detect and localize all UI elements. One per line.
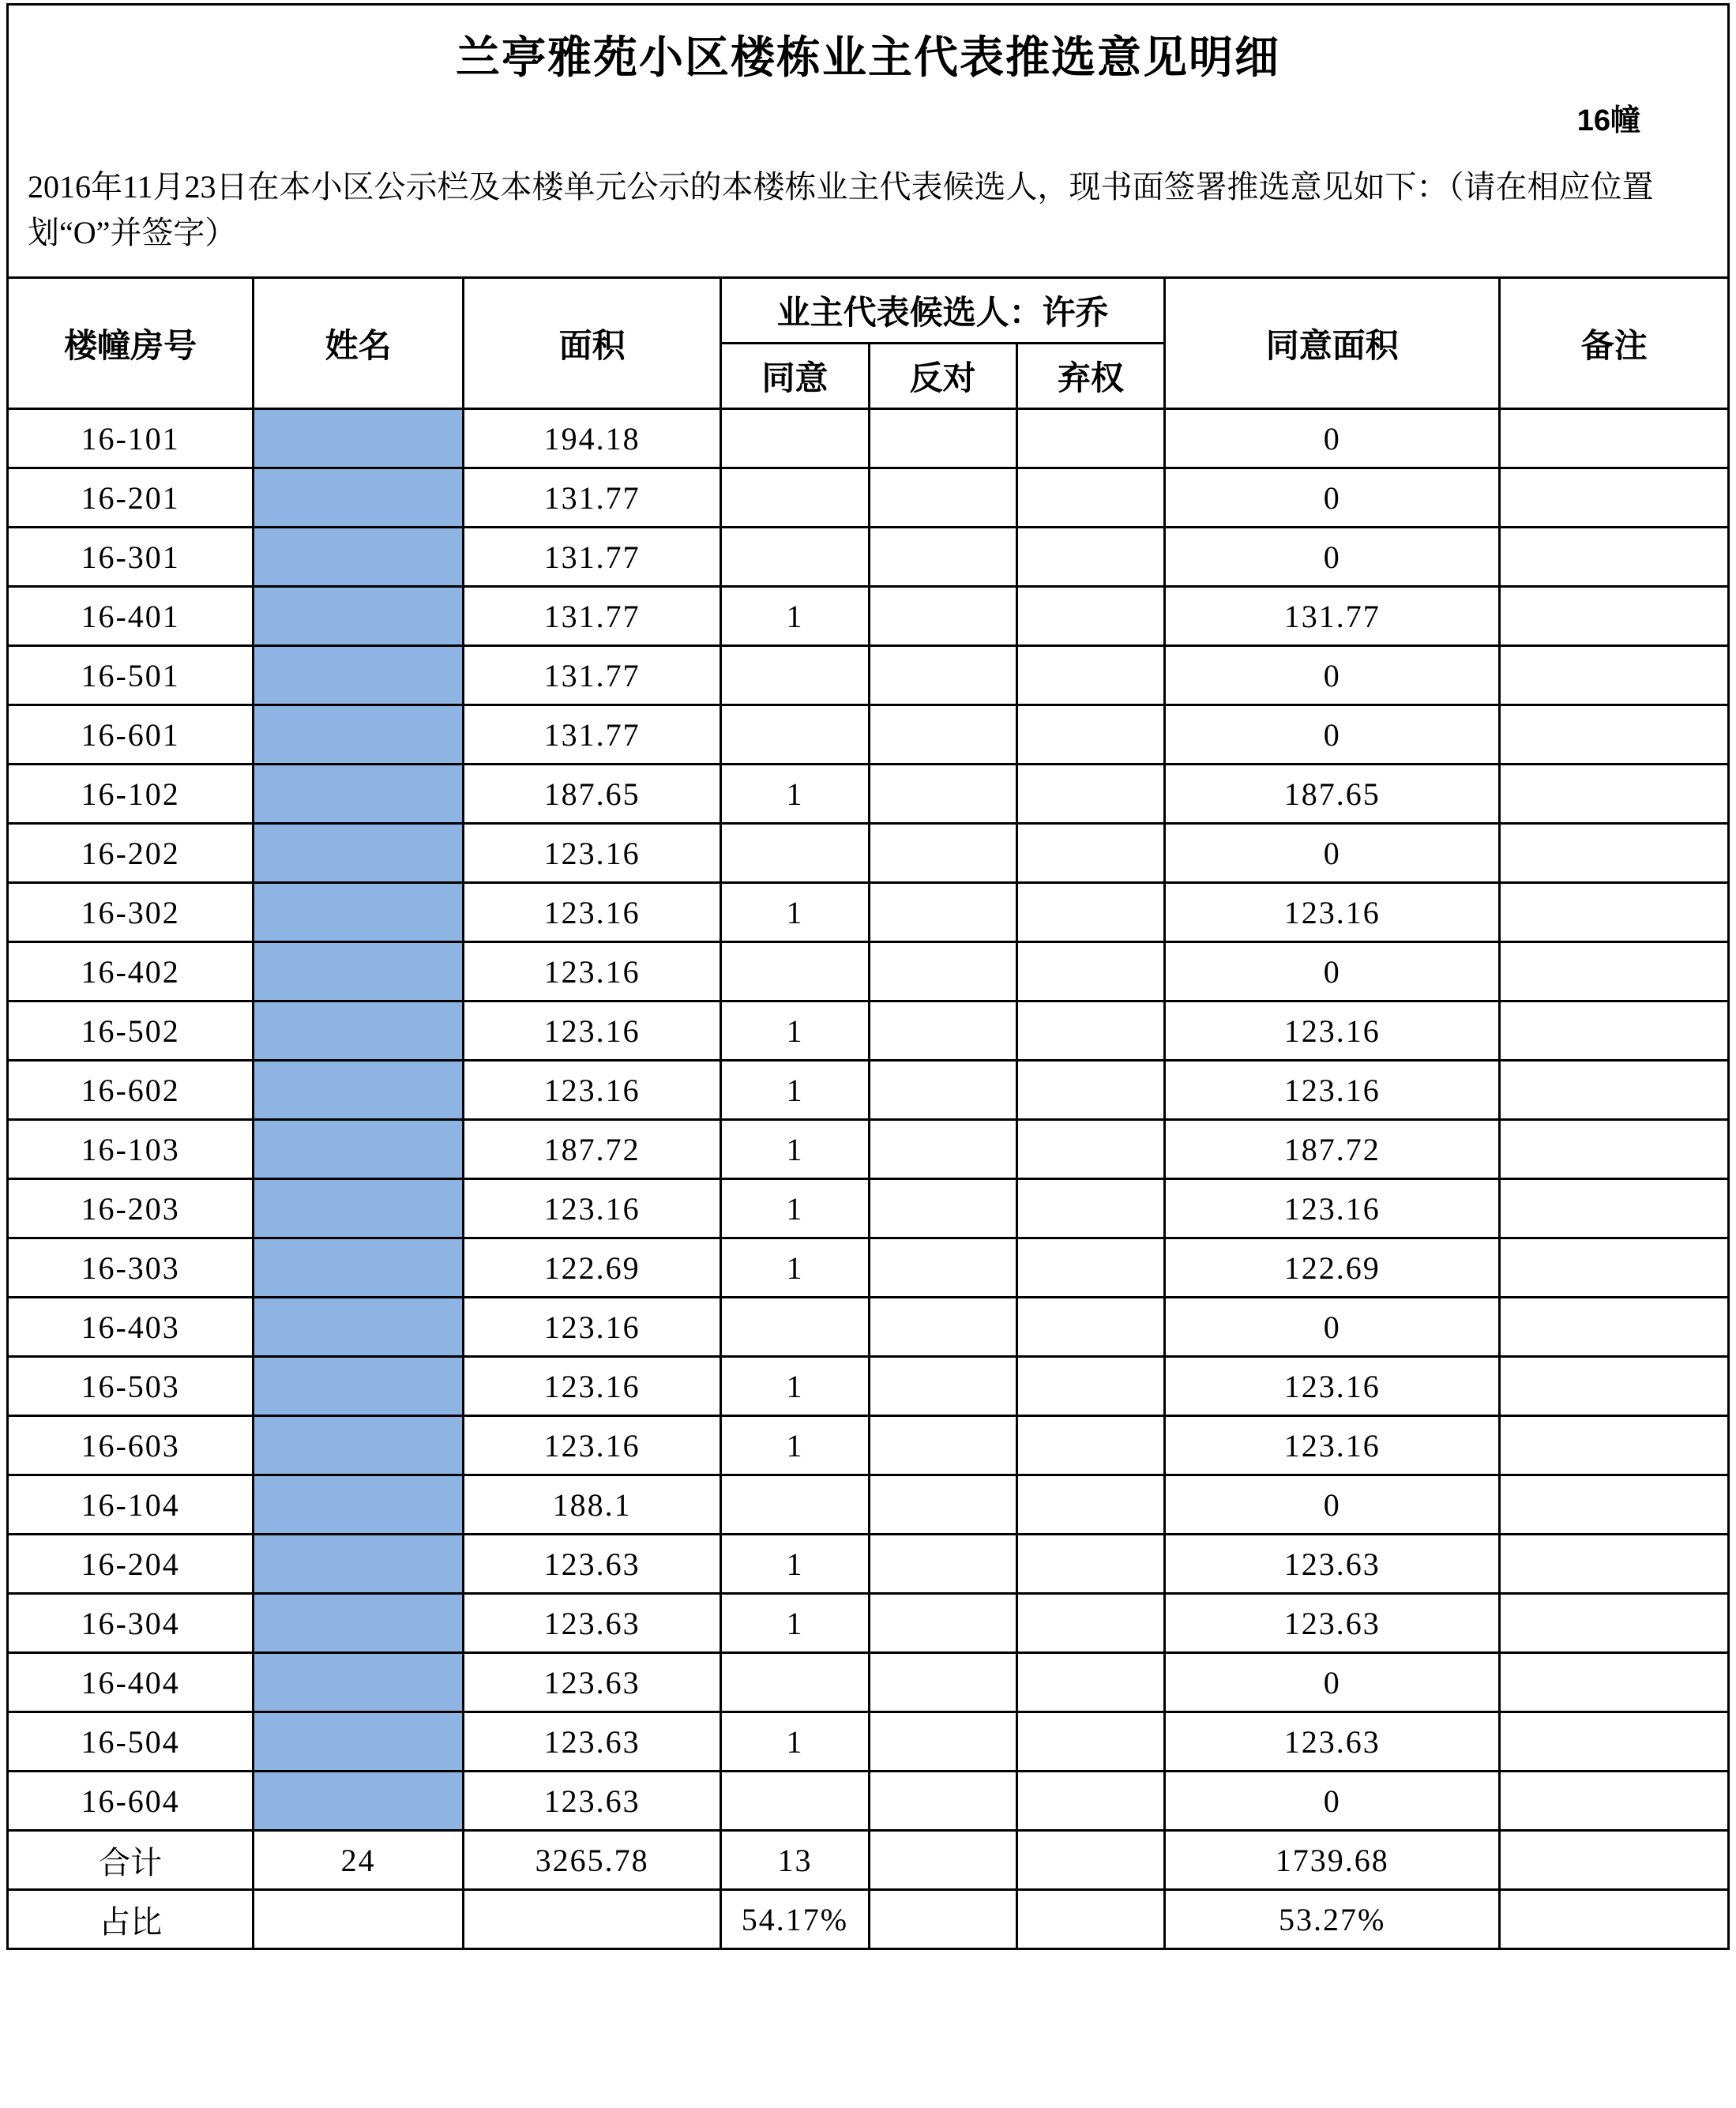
cell-oppose[interactable] xyxy=(869,1535,1016,1594)
cell-room: 16-403 xyxy=(8,1298,254,1357)
cell-name[interactable] xyxy=(254,765,464,824)
cell-note[interactable] xyxy=(1500,1416,1729,1475)
cell-oppose[interactable] xyxy=(869,1772,1016,1831)
table-row xyxy=(8,1416,1729,1475)
cell-abstain[interactable] xyxy=(1016,883,1164,942)
cell-oppose[interactable] xyxy=(869,1357,1016,1416)
cell-room: 16-301 xyxy=(8,528,254,587)
cell-note[interactable] xyxy=(1500,1357,1729,1416)
cell-area: 123.16 xyxy=(463,1357,721,1416)
cell-room: 16-302 xyxy=(8,883,254,942)
cell-oppose[interactable] xyxy=(869,1238,1016,1298)
cell-oppose[interactable] xyxy=(869,1298,1016,1357)
cell-note[interactable] xyxy=(1500,883,1729,942)
table-row xyxy=(8,1594,1729,1653)
table-row xyxy=(8,1653,1729,1712)
cell-area: 123.16 xyxy=(463,1298,721,1357)
table-row xyxy=(8,1535,1729,1594)
cell-oppose[interactable] xyxy=(869,1001,1016,1061)
ratio-oppose xyxy=(869,1890,1016,1949)
cell-area: 131.77 xyxy=(463,587,721,646)
table-row xyxy=(8,1179,1729,1238)
table-row xyxy=(8,528,1729,587)
cell-abstain[interactable] xyxy=(1016,705,1164,765)
cell-note[interactable] xyxy=(1500,1772,1729,1831)
cell-abstain[interactable] xyxy=(1016,1061,1164,1120)
ratio-area xyxy=(463,1890,721,1949)
cell-name[interactable] xyxy=(254,1653,464,1712)
cell-area: 123.16 xyxy=(463,1179,721,1238)
cell-name[interactable] xyxy=(254,587,464,646)
cell-abstain[interactable] xyxy=(1016,1594,1164,1653)
cell-agree-area: 131.77 xyxy=(1164,587,1499,646)
cell-name[interactable] xyxy=(254,1475,464,1535)
cell-agree[interactable]: 1 xyxy=(721,1061,869,1120)
cell-agree[interactable]: 1 xyxy=(721,1535,869,1594)
cell-note[interactable] xyxy=(1500,1001,1729,1061)
cell-agree-area: 0 xyxy=(1164,705,1499,765)
cell-oppose[interactable] xyxy=(869,1712,1016,1772)
cell-room: 16-602 xyxy=(8,1061,254,1120)
page-title: 兰亭雅苑小区楼栋业主代表推选意见明细 xyxy=(456,34,1280,83)
table-row xyxy=(8,468,1729,528)
cell-note[interactable] xyxy=(1500,1061,1729,1120)
cell-room: 16-201 xyxy=(8,468,254,528)
cell-abstain[interactable] xyxy=(1016,587,1164,646)
cell-name[interactable] xyxy=(254,1179,464,1238)
cell-agree-area: 123.63 xyxy=(1164,1535,1499,1594)
cell-area: 123.63 xyxy=(463,1535,721,1594)
cell-room: 16-504 xyxy=(8,1712,254,1772)
cell-name[interactable] xyxy=(254,1416,464,1475)
vote-detail-table xyxy=(6,276,1730,1950)
cell-oppose[interactable] xyxy=(869,1416,1016,1475)
cell-room: 16-104 xyxy=(8,1475,254,1535)
cell-agree-area: 123.16 xyxy=(1164,1179,1499,1238)
table-row xyxy=(8,1357,1729,1416)
cell-room: 16-203 xyxy=(8,1179,254,1238)
cell-abstain[interactable] xyxy=(1016,1179,1164,1238)
total-area: 3265.78 xyxy=(463,1831,721,1890)
cell-area: 123.16 xyxy=(463,883,721,942)
cell-agree[interactable]: 1 xyxy=(721,587,869,646)
cell-name[interactable] xyxy=(254,1120,464,1179)
cell-area: 123.63 xyxy=(463,1772,721,1831)
cell-name[interactable] xyxy=(254,528,464,587)
cell-agree[interactable]: 1 xyxy=(721,1712,869,1772)
cell-agree-area: 187.65 xyxy=(1164,765,1499,824)
total-agree: 13 xyxy=(721,1831,869,1890)
cell-abstain[interactable] xyxy=(1016,468,1164,528)
cell-room: 16-103 xyxy=(8,1120,254,1179)
cell-oppose[interactable] xyxy=(869,765,1016,824)
cell-agree-area: 0 xyxy=(1164,1298,1499,1357)
cell-area: 131.77 xyxy=(463,646,721,705)
table-header-row-1 xyxy=(8,278,1729,344)
cell-agree[interactable] xyxy=(721,705,869,765)
table-row xyxy=(8,1001,1729,1061)
table-row xyxy=(8,1712,1729,1772)
cell-name[interactable] xyxy=(254,1712,464,1772)
cell-note[interactable] xyxy=(1500,1238,1729,1298)
header-note: 备注 xyxy=(1500,278,1729,409)
cell-abstain[interactable] xyxy=(1016,1298,1164,1357)
cell-area: 123.63 xyxy=(463,1653,721,1712)
cell-agree-area: 122.69 xyxy=(1164,1238,1499,1298)
ratio-note xyxy=(1500,1890,1729,1949)
cell-agree-area: 0 xyxy=(1164,1772,1499,1831)
ratio-abstain xyxy=(1016,1890,1164,1949)
cell-agree-area: 0 xyxy=(1164,468,1499,528)
cell-room: 16-303 xyxy=(8,1238,254,1298)
total-agree-area: 1739.68 xyxy=(1164,1831,1499,1890)
cell-abstain[interactable] xyxy=(1016,1535,1164,1594)
cell-agree-area: 123.63 xyxy=(1164,1712,1499,1772)
cell-agree-area: 123.63 xyxy=(1164,1594,1499,1653)
cell-name[interactable] xyxy=(254,1238,464,1298)
cell-note[interactable] xyxy=(1500,1535,1729,1594)
cell-agree[interactable] xyxy=(721,468,869,528)
cell-room: 16-404 xyxy=(8,1653,254,1712)
ratio-label: 占比 xyxy=(8,1890,254,1949)
cell-room: 16-603 xyxy=(8,1416,254,1475)
ratio-agree-area: 53.27% xyxy=(1164,1890,1499,1949)
cell-note[interactable] xyxy=(1500,1179,1729,1238)
cell-agree-area: 123.16 xyxy=(1164,1357,1499,1416)
cell-agree-area: 0 xyxy=(1164,824,1499,883)
cell-abstain[interactable] xyxy=(1016,1120,1164,1179)
cell-agree[interactable] xyxy=(721,528,869,587)
cell-oppose[interactable] xyxy=(869,528,1016,587)
cell-agree[interactable]: 1 xyxy=(721,1120,869,1179)
cell-name[interactable] xyxy=(254,1772,464,1831)
cell-abstain[interactable] xyxy=(1016,765,1164,824)
cell-agree[interactable] xyxy=(721,1298,869,1357)
cell-abstain[interactable] xyxy=(1016,409,1164,468)
cell-agree-area: 123.16 xyxy=(1164,1061,1499,1120)
cell-note[interactable] xyxy=(1500,409,1729,468)
cell-note[interactable] xyxy=(1500,587,1729,646)
cell-name[interactable] xyxy=(254,1357,464,1416)
total-abstain xyxy=(1016,1831,1164,1890)
cell-note[interactable] xyxy=(1500,1120,1729,1179)
cell-room: 16-502 xyxy=(8,1001,254,1061)
table-row xyxy=(8,942,1729,1001)
cell-area: 123.16 xyxy=(463,942,721,1001)
cell-agree[interactable] xyxy=(721,824,869,883)
cell-note[interactable] xyxy=(1500,705,1729,765)
cell-agree[interactable] xyxy=(721,409,869,468)
cell-agree-area: 0 xyxy=(1164,942,1499,1001)
cell-name[interactable] xyxy=(254,705,464,765)
cell-agree[interactable]: 1 xyxy=(721,1594,869,1653)
table-row xyxy=(8,409,1729,468)
cell-room: 16-601 xyxy=(8,705,254,765)
cell-room: 16-402 xyxy=(8,942,254,1001)
cell-agree[interactable] xyxy=(721,1475,869,1535)
header-agree: 同意 xyxy=(721,344,869,409)
cell-name[interactable] xyxy=(254,883,464,942)
header-room: 楼幢房号 xyxy=(8,278,254,409)
cell-name[interactable] xyxy=(254,409,464,468)
cell-agree[interactable]: 1 xyxy=(721,1416,869,1475)
table-row xyxy=(8,1298,1729,1357)
cell-name[interactable] xyxy=(254,942,464,1001)
cell-agree[interactable] xyxy=(721,1772,869,1831)
cell-agree[interactable]: 1 xyxy=(721,1238,869,1298)
table-body xyxy=(8,409,1729,1949)
cell-agree-area: 123.16 xyxy=(1164,1416,1499,1475)
cell-note[interactable] xyxy=(1500,942,1729,1001)
header-block xyxy=(9,6,1727,276)
cell-oppose[interactable] xyxy=(869,824,1016,883)
cell-abstain[interactable] xyxy=(1016,1416,1164,1475)
cell-oppose[interactable] xyxy=(869,1179,1016,1238)
cell-oppose[interactable] xyxy=(869,646,1016,705)
cell-note[interactable] xyxy=(1500,468,1729,528)
cell-abstain[interactable] xyxy=(1016,1712,1164,1772)
cell-oppose[interactable] xyxy=(869,468,1016,528)
cell-area: 123.16 xyxy=(463,1061,721,1120)
cell-abstain[interactable] xyxy=(1016,1001,1164,1061)
building-number: 16幢 xyxy=(1576,104,1640,137)
cell-agree-area: 123.16 xyxy=(1164,1001,1499,1061)
cell-abstain[interactable] xyxy=(1016,1772,1164,1831)
cell-area: 123.63 xyxy=(463,1712,721,1772)
total-name-count: 24 xyxy=(254,1831,464,1890)
intro-paragraph: 2016年11月23日在本小区公示栏及本楼单元公示的本楼栋业主代表候选人，现书面签署推选意见如下：（请在相应位置划“O”并签字） xyxy=(28,169,1654,250)
table-row xyxy=(8,883,1729,942)
table-row xyxy=(8,765,1729,824)
ratio-name xyxy=(254,1890,464,1949)
cell-area: 194.18 xyxy=(463,409,721,468)
cell-agree[interactable]: 1 xyxy=(721,765,869,824)
header-name: 姓名 xyxy=(254,278,464,409)
cell-note[interactable] xyxy=(1500,1475,1729,1535)
cell-room: 16-202 xyxy=(8,824,254,883)
cell-agree-area: 123.16 xyxy=(1164,883,1499,942)
cell-abstain[interactable] xyxy=(1016,1653,1164,1712)
cell-agree[interactable]: 1 xyxy=(721,1179,869,1238)
cell-area: 131.77 xyxy=(463,705,721,765)
table-row xyxy=(8,1120,1729,1179)
document-page xyxy=(0,3,1736,2108)
cell-agree[interactable]: 1 xyxy=(721,883,869,942)
header-candidate-group: 业主代表候选人：许乔 xyxy=(721,278,1165,344)
cell-room: 16-604 xyxy=(8,1772,254,1831)
table-total-row xyxy=(8,1831,1729,1890)
table-row xyxy=(8,824,1729,883)
cell-abstain[interactable] xyxy=(1016,1475,1164,1535)
cell-note[interactable] xyxy=(1500,646,1729,705)
table-row xyxy=(8,1475,1729,1535)
cell-name[interactable] xyxy=(254,646,464,705)
cell-room: 16-101 xyxy=(8,409,254,468)
table-row xyxy=(8,705,1729,765)
cell-agree-area: 187.72 xyxy=(1164,1120,1499,1179)
cell-area: 123.16 xyxy=(463,1416,721,1475)
cell-agree-area: 0 xyxy=(1164,1653,1499,1712)
header-box xyxy=(6,3,1730,276)
cell-room: 16-204 xyxy=(8,1535,254,1594)
cell-note[interactable] xyxy=(1500,824,1729,883)
cell-area: 131.77 xyxy=(463,528,721,587)
table-row xyxy=(8,646,1729,705)
cell-oppose[interactable] xyxy=(869,1120,1016,1179)
cell-name[interactable] xyxy=(254,1001,464,1061)
header-area: 面积 xyxy=(463,278,721,409)
cell-note[interactable] xyxy=(1500,528,1729,587)
cell-room: 16-304 xyxy=(8,1594,254,1653)
table-row xyxy=(8,1238,1729,1298)
cell-agree-area: 0 xyxy=(1164,528,1499,587)
cell-room: 16-401 xyxy=(8,587,254,646)
cell-oppose[interactable] xyxy=(869,1475,1016,1535)
cell-room: 16-501 xyxy=(8,646,254,705)
cell-agree[interactable] xyxy=(721,1653,869,1712)
cell-area: 131.77 xyxy=(463,468,721,528)
cell-name[interactable] xyxy=(254,1535,464,1594)
ratio-agree: 54.17% xyxy=(721,1890,869,1949)
cell-note[interactable] xyxy=(1500,1298,1729,1357)
cell-oppose[interactable] xyxy=(869,1653,1016,1712)
cell-oppose[interactable] xyxy=(869,1061,1016,1120)
header-oppose: 反对 xyxy=(869,344,1016,409)
cell-note[interactable] xyxy=(1500,1653,1729,1712)
cell-name[interactable] xyxy=(254,468,464,528)
total-oppose xyxy=(869,1831,1016,1890)
cell-oppose[interactable] xyxy=(869,409,1016,468)
cell-room: 16-102 xyxy=(8,765,254,824)
total-note xyxy=(1500,1831,1729,1890)
cell-abstain[interactable] xyxy=(1016,646,1164,705)
cell-oppose[interactable] xyxy=(869,705,1016,765)
cell-note[interactable] xyxy=(1500,1594,1729,1653)
cell-abstain[interactable] xyxy=(1016,528,1164,587)
cell-oppose[interactable] xyxy=(869,942,1016,1001)
cell-agree-area: 0 xyxy=(1164,646,1499,705)
cell-agree[interactable] xyxy=(721,646,869,705)
cell-name[interactable] xyxy=(254,1061,464,1120)
table-row xyxy=(8,1061,1729,1120)
cell-agree-area: 0 xyxy=(1164,1475,1499,1535)
cell-abstain[interactable] xyxy=(1016,942,1164,1001)
table-ratio-row xyxy=(8,1890,1729,1949)
cell-name[interactable] xyxy=(254,1298,464,1357)
cell-area: 123.63 xyxy=(463,1594,721,1653)
total-label: 合计 xyxy=(8,1831,254,1890)
cell-name[interactable] xyxy=(254,1594,464,1653)
cell-abstain[interactable] xyxy=(1016,1238,1164,1298)
cell-agree[interactable]: 1 xyxy=(721,1001,869,1061)
table-row xyxy=(8,587,1729,646)
cell-area: 188.1 xyxy=(463,1475,721,1535)
cell-agree-area: 0 xyxy=(1164,409,1499,468)
cell-note[interactable] xyxy=(1500,1712,1729,1772)
cell-area: 187.65 xyxy=(463,765,721,824)
cell-abstain[interactable] xyxy=(1016,1357,1164,1416)
cell-abstain[interactable] xyxy=(1016,824,1164,883)
cell-room: 16-503 xyxy=(8,1357,254,1416)
cell-name[interactable] xyxy=(254,824,464,883)
header-abstain: 弃权 xyxy=(1016,344,1164,409)
cell-agree[interactable] xyxy=(721,942,869,1001)
cell-oppose[interactable] xyxy=(869,587,1016,646)
cell-area: 123.16 xyxy=(463,1001,721,1061)
cell-area: 123.16 xyxy=(463,824,721,883)
cell-oppose[interactable] xyxy=(869,883,1016,942)
cell-area: 122.69 xyxy=(463,1238,721,1298)
cell-oppose[interactable] xyxy=(869,1594,1016,1653)
cell-agree[interactable]: 1 xyxy=(721,1357,869,1416)
cell-area: 187.72 xyxy=(463,1120,721,1179)
table-row xyxy=(8,1772,1729,1831)
header-agree-area: 同意面积 xyxy=(1164,278,1499,409)
cell-note[interactable] xyxy=(1500,765,1729,824)
